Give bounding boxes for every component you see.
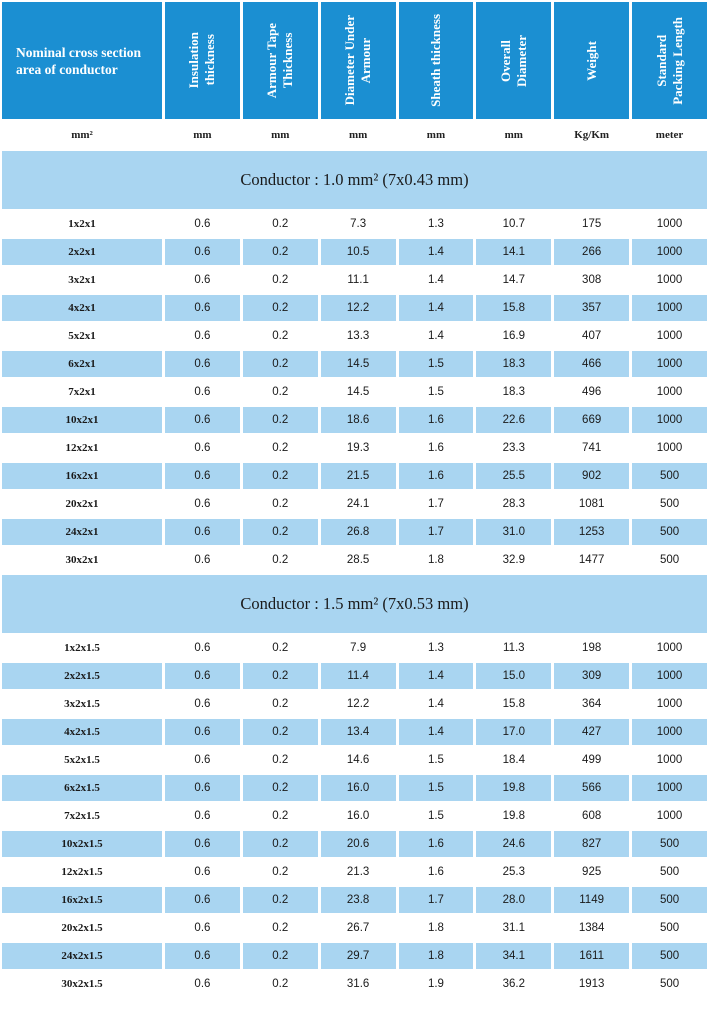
table-cell: 20.6 (321, 831, 396, 857)
table-cell: 15.8 (502, 698, 525, 710)
table-cell: 0.2 (243, 351, 318, 377)
table-cell: 11.1 (347, 274, 369, 286)
unit-cell: mm (426, 129, 446, 141)
table-cell: 0.2 (243, 239, 318, 265)
table-cell: 16.0 (321, 775, 396, 801)
table-cell: 0.6 (165, 519, 240, 545)
row-label: 30x2x1 (65, 554, 99, 566)
table-cell: 1000 (656, 754, 683, 766)
header-row (2, 2, 707, 119)
table-row (2, 267, 707, 293)
header-overall-diameter-label: Overall Diameter (497, 34, 529, 87)
table-cell: 36.2 (502, 978, 525, 990)
table-cell: 608 (582, 810, 602, 822)
table-cell: 0.2 (243, 663, 318, 689)
table-row (2, 663, 707, 689)
table-cell: 357 (554, 295, 629, 321)
table-row (2, 491, 707, 517)
table-cell: 1913 (578, 978, 605, 990)
table-cell: 7.9 (350, 642, 367, 654)
table-cell: 0.2 (243, 519, 318, 545)
table-cell: 1000 (632, 407, 707, 433)
table-cell: 14.6 (346, 754, 370, 766)
unit-cell: Kg/Km (574, 129, 610, 141)
unit-cell: mm² (71, 129, 93, 141)
table-cell: 0.6 (194, 922, 211, 934)
table-cell: 14.7 (502, 274, 525, 286)
section-title: Conductor : 1.5 mm² (7x0.53 mm) (2, 575, 707, 633)
table-cell: 0.6 (194, 698, 211, 710)
unit-cell: mm (504, 129, 523, 141)
row-label: 3x2x1.5 (64, 698, 100, 710)
table-cell: 26.8 (321, 519, 396, 545)
table-cell: 0.6 (194, 866, 211, 878)
table-cell: 0.6 (194, 498, 211, 510)
table-cell: 12.2 (346, 698, 370, 710)
table-cell: 1.6 (399, 831, 474, 857)
header-diameter-under-armour-label: Diameter Under Armour (342, 15, 374, 106)
table-cell: 1.5 (427, 810, 444, 822)
table-cell: 1000 (656, 218, 683, 230)
table-row (2, 691, 707, 717)
header-weight-label: Weight (583, 40, 599, 81)
table-cell: 1000 (632, 775, 707, 801)
table-cell: 13.4 (321, 719, 396, 745)
table-cell: 0.6 (194, 554, 211, 566)
table-cell: 0.6 (194, 810, 211, 822)
table-cell: 499 (582, 754, 602, 766)
header-armour-tape-thickness-label: Armour Tape Thickness (264, 22, 296, 99)
table-cell: 0.6 (194, 218, 211, 230)
table-cell: 1611 (554, 943, 629, 969)
table-cell: 1.7 (399, 519, 474, 545)
table-row (2, 831, 707, 857)
table-row (2, 239, 707, 265)
table-cell: 1000 (632, 719, 707, 745)
table-cell: 1384 (578, 922, 605, 934)
table-cell: 0.6 (165, 831, 240, 857)
table-cell: 1000 (656, 274, 683, 286)
table-cell: 1000 (656, 698, 683, 710)
row-label: 10x2x1 (2, 407, 162, 433)
table-cell: 24.6 (476, 831, 551, 857)
table-cell: 1000 (656, 642, 683, 654)
table-cell: 266 (554, 239, 629, 265)
table-cell: 427 (554, 719, 629, 745)
table-cell: 1000 (656, 442, 683, 454)
row-label: 5x2x1.5 (64, 754, 100, 766)
table-cell: 19.8 (476, 775, 551, 801)
table-cell: 0.6 (194, 274, 211, 286)
table-cell: 1.4 (399, 239, 474, 265)
table-cell: 31.0 (476, 519, 551, 545)
table-row (2, 519, 707, 545)
table-cell: 827 (554, 831, 629, 857)
table-cell: 500 (632, 943, 707, 969)
table-cell: 500 (659, 554, 680, 566)
table-cell: 0.6 (165, 407, 240, 433)
table-cell: 0.6 (165, 295, 240, 321)
table-cell: 1.6 (427, 866, 444, 878)
table-cell: 0.6 (165, 775, 240, 801)
header-cross-section (2, 2, 162, 119)
table-cell: 0.2 (243, 719, 318, 745)
table-cell: 1.5 (427, 386, 444, 398)
table-cell: 1.6 (399, 407, 474, 433)
table-cell: 14.5 (346, 386, 370, 398)
table-cell: 1000 (632, 295, 707, 321)
table-cell: 23.8 (321, 887, 396, 913)
row-label: 7x2x1 (68, 386, 96, 398)
table-cell: 21.5 (321, 463, 396, 489)
table-cell: 31.1 (502, 922, 525, 934)
table-cell: 1149 (554, 887, 629, 913)
section-header-row (2, 575, 707, 633)
table-cell: 0.2 (243, 463, 318, 489)
table-cell: 25.3 (502, 866, 525, 878)
row-label: 20x2x1 (65, 498, 99, 510)
table-cell: 0.6 (194, 642, 211, 654)
table-cell: 18.3 (476, 351, 551, 377)
table-cell: 16.0 (346, 810, 370, 822)
table-cell: 0.6 (194, 386, 211, 398)
unit-cell: mm (193, 129, 212, 141)
table-cell: 0.2 (272, 498, 289, 510)
table-cell: 902 (554, 463, 629, 489)
table-row (2, 803, 707, 829)
header-standard-packing-length (632, 2, 707, 119)
table-cell: 1.7 (427, 498, 444, 510)
table-cell: 669 (554, 407, 629, 433)
row-label: 16x2x1 (2, 463, 162, 489)
header-weight (554, 2, 629, 119)
table-cell: 0.2 (272, 554, 289, 566)
row-label: 7x2x1.5 (64, 810, 100, 822)
table-cell: 500 (659, 978, 680, 990)
table-cell: 0.2 (243, 831, 318, 857)
table-cell: 364 (582, 698, 602, 710)
table-cell: 13.3 (346, 330, 370, 342)
table-cell: 0.2 (272, 922, 289, 934)
table-cell: 407 (582, 330, 602, 342)
table-cell: 15.8 (476, 295, 551, 321)
table-cell: 0.6 (165, 663, 240, 689)
table-row (2, 719, 707, 745)
table-row (2, 295, 707, 321)
row-label: 6x2x1 (2, 351, 162, 377)
units-row (2, 121, 707, 149)
row-label: 10x2x1.5 (2, 831, 162, 857)
header-armour-tape-thickness (243, 2, 318, 119)
table-cell: 34.1 (476, 943, 551, 969)
table-cell: 1.8 (427, 554, 444, 566)
table-cell: 0.2 (272, 866, 289, 878)
table-cell: 0.2 (272, 386, 289, 398)
row-label: 4x2x1 (2, 295, 162, 321)
row-label: 12x2x1 (65, 442, 99, 454)
table-cell: 0.2 (243, 407, 318, 433)
table-cell: 500 (632, 463, 707, 489)
table-cell: 1.3 (427, 218, 444, 230)
row-label: 30x2x1.5 (61, 978, 103, 990)
table-cell: 7.3 (350, 218, 367, 230)
header-sheath-thickness (399, 2, 474, 119)
table-row (2, 971, 707, 997)
table-cell: 0.2 (272, 810, 289, 822)
table-cell: 17.0 (476, 719, 551, 745)
table-row (2, 435, 707, 461)
table-cell: 28.0 (476, 887, 551, 913)
header-insulation-thickness-label: Insulation thickness (186, 32, 218, 89)
table-row (2, 915, 707, 941)
row-label: 6x2x1.5 (2, 775, 162, 801)
table-cell: 466 (554, 351, 629, 377)
table-cell: 25.5 (476, 463, 551, 489)
table-cell: 0.6 (165, 463, 240, 489)
table-cell: 0.2 (272, 978, 289, 990)
table-cell: 1.7 (399, 887, 474, 913)
table-cell: 1.4 (427, 698, 444, 710)
table-cell: 26.7 (346, 922, 370, 934)
header-sheath-thickness-label: Sheath thickness (427, 14, 443, 107)
table-body (2, 151, 707, 997)
table-cell: 0.2 (272, 218, 289, 230)
table-cell: 1.9 (427, 978, 444, 990)
table-cell: 0.2 (243, 887, 318, 913)
table-row (2, 407, 707, 433)
table-cell: 15.0 (476, 663, 551, 689)
table-cell: 11.3 (503, 642, 525, 654)
header-diameter-under-armour (321, 2, 396, 119)
table-row (2, 379, 707, 405)
table-row (2, 943, 707, 969)
table-cell: 1.4 (399, 719, 474, 745)
table-cell: 1000 (632, 239, 707, 265)
table-row (2, 323, 707, 349)
table-cell: 1.3 (427, 642, 444, 654)
table-cell: 0.2 (272, 698, 289, 710)
table-cell: 18.4 (502, 754, 525, 766)
header-overall-diameter (476, 2, 551, 119)
table-row (2, 747, 707, 773)
row-label: 12x2x1.5 (61, 866, 103, 878)
table-cell: 925 (582, 866, 602, 878)
table-cell: 500 (659, 866, 680, 878)
table-cell: 0.2 (243, 775, 318, 801)
row-label: 2x2x1 (2, 239, 162, 265)
table-cell: 1.8 (427, 922, 444, 934)
row-label: 5x2x1 (68, 330, 96, 342)
header-cross-section-label: Nominal cross section area of conductor (16, 44, 141, 77)
table-cell: 21.3 (346, 866, 370, 878)
table-cell: 198 (582, 642, 602, 654)
table-cell: 496 (582, 386, 602, 398)
table-cell: 23.3 (502, 442, 525, 454)
table-cell: 0.6 (165, 351, 240, 377)
table-cell: 741 (582, 442, 602, 454)
table-row (2, 859, 707, 885)
table-cell: 500 (659, 498, 680, 510)
table-cell: 0.6 (194, 754, 211, 766)
table-cell: 29.7 (321, 943, 396, 969)
table-cell: 1000 (656, 386, 683, 398)
table-cell: 1000 (632, 663, 707, 689)
table-cell: 18.3 (502, 386, 525, 398)
table-cell: 1.6 (427, 442, 444, 454)
table-cell: 309 (554, 663, 629, 689)
section-title: Conductor : 1.0 mm² (7x0.43 mm) (2, 151, 707, 209)
table-cell: 1.4 (427, 274, 444, 286)
table-cell: 12.2 (321, 295, 396, 321)
table-cell: 175 (582, 218, 602, 230)
table-cell: 1.5 (399, 351, 474, 377)
table-cell: 0.2 (243, 943, 318, 969)
row-label: 24x2x1 (2, 519, 162, 545)
table-cell: 1081 (578, 498, 605, 510)
table-row (2, 775, 707, 801)
unit-cell: meter (655, 129, 684, 141)
table-cell: 14.1 (476, 239, 551, 265)
table-cell: 1.5 (399, 775, 474, 801)
table-row (2, 547, 707, 573)
table-cell: 32.9 (502, 554, 525, 566)
table-cell: 0.6 (165, 887, 240, 913)
table-cell: 1.4 (427, 330, 444, 342)
table-cell: 1.4 (399, 295, 474, 321)
row-label: 1x2x1.5 (64, 642, 100, 654)
table-cell: 1.8 (399, 943, 474, 969)
table-cell: 500 (659, 922, 680, 934)
table-cell: 28.3 (502, 498, 525, 510)
table-cell: 16.9 (502, 330, 525, 342)
row-label: 16x2x1.5 (2, 887, 162, 913)
table-cell: 10.7 (502, 218, 525, 230)
table-cell: 24.1 (346, 498, 370, 510)
unit-cell: mm (348, 129, 368, 141)
row-label: 20x2x1.5 (61, 922, 103, 934)
table-cell: 0.6 (165, 239, 240, 265)
table-cell: 308 (582, 274, 602, 286)
table-cell: 1000 (656, 330, 683, 342)
table-row (2, 635, 707, 661)
table-cell: 31.6 (346, 978, 370, 990)
row-label: 2x2x1.5 (2, 663, 162, 689)
section-header-row (2, 151, 707, 209)
header-standard-packing-length-label: Standard Packing Length (653, 16, 685, 105)
row-label: 3x2x1 (68, 274, 96, 286)
table-cell: 0.6 (194, 330, 211, 342)
table-cell: 22.6 (476, 407, 551, 433)
row-label: 24x2x1.5 (2, 943, 162, 969)
table-cell: 1000 (632, 351, 707, 377)
unit-cell: mm (271, 129, 290, 141)
row-label: 1x2x1 (68, 218, 96, 230)
table-cell: 0.2 (272, 330, 289, 342)
header-insulation-thickness (165, 2, 240, 119)
table-cell: 1253 (554, 519, 629, 545)
table-cell: 0.2 (272, 642, 289, 654)
table-cell: 14.5 (321, 351, 396, 377)
table-cell: 10.5 (321, 239, 396, 265)
table-cell: 0.2 (272, 442, 289, 454)
table-cell: 19.8 (502, 810, 525, 822)
table-cell: 1477 (578, 554, 605, 566)
table-cell: 1000 (656, 810, 683, 822)
table-cell: 1.4 (399, 663, 474, 689)
table-cell: 11.4 (321, 663, 396, 689)
row-label: 4x2x1.5 (2, 719, 162, 745)
table-cell: 0.6 (194, 442, 211, 454)
table-cell: 0.2 (272, 754, 289, 766)
table-cell: 0.6 (165, 719, 240, 745)
table-cell: 566 (554, 775, 629, 801)
table-cell: 500 (632, 831, 707, 857)
table-row (2, 887, 707, 913)
table-cell: 0.2 (243, 295, 318, 321)
table-cell: 1.6 (399, 463, 474, 489)
table-row (2, 351, 707, 377)
table-row (2, 463, 707, 489)
table-cell: 0.6 (194, 978, 211, 990)
table-row (2, 211, 707, 237)
table-cell: 18.6 (321, 407, 396, 433)
table-cell: 19.3 (346, 442, 370, 454)
table-cell: 28.5 (346, 554, 370, 566)
table-cell: 500 (632, 519, 707, 545)
table-cell: 500 (632, 887, 707, 913)
table-cell: 0.6 (165, 943, 240, 969)
table-cell: 1.5 (427, 754, 444, 766)
table-cell: 0.2 (272, 274, 289, 286)
